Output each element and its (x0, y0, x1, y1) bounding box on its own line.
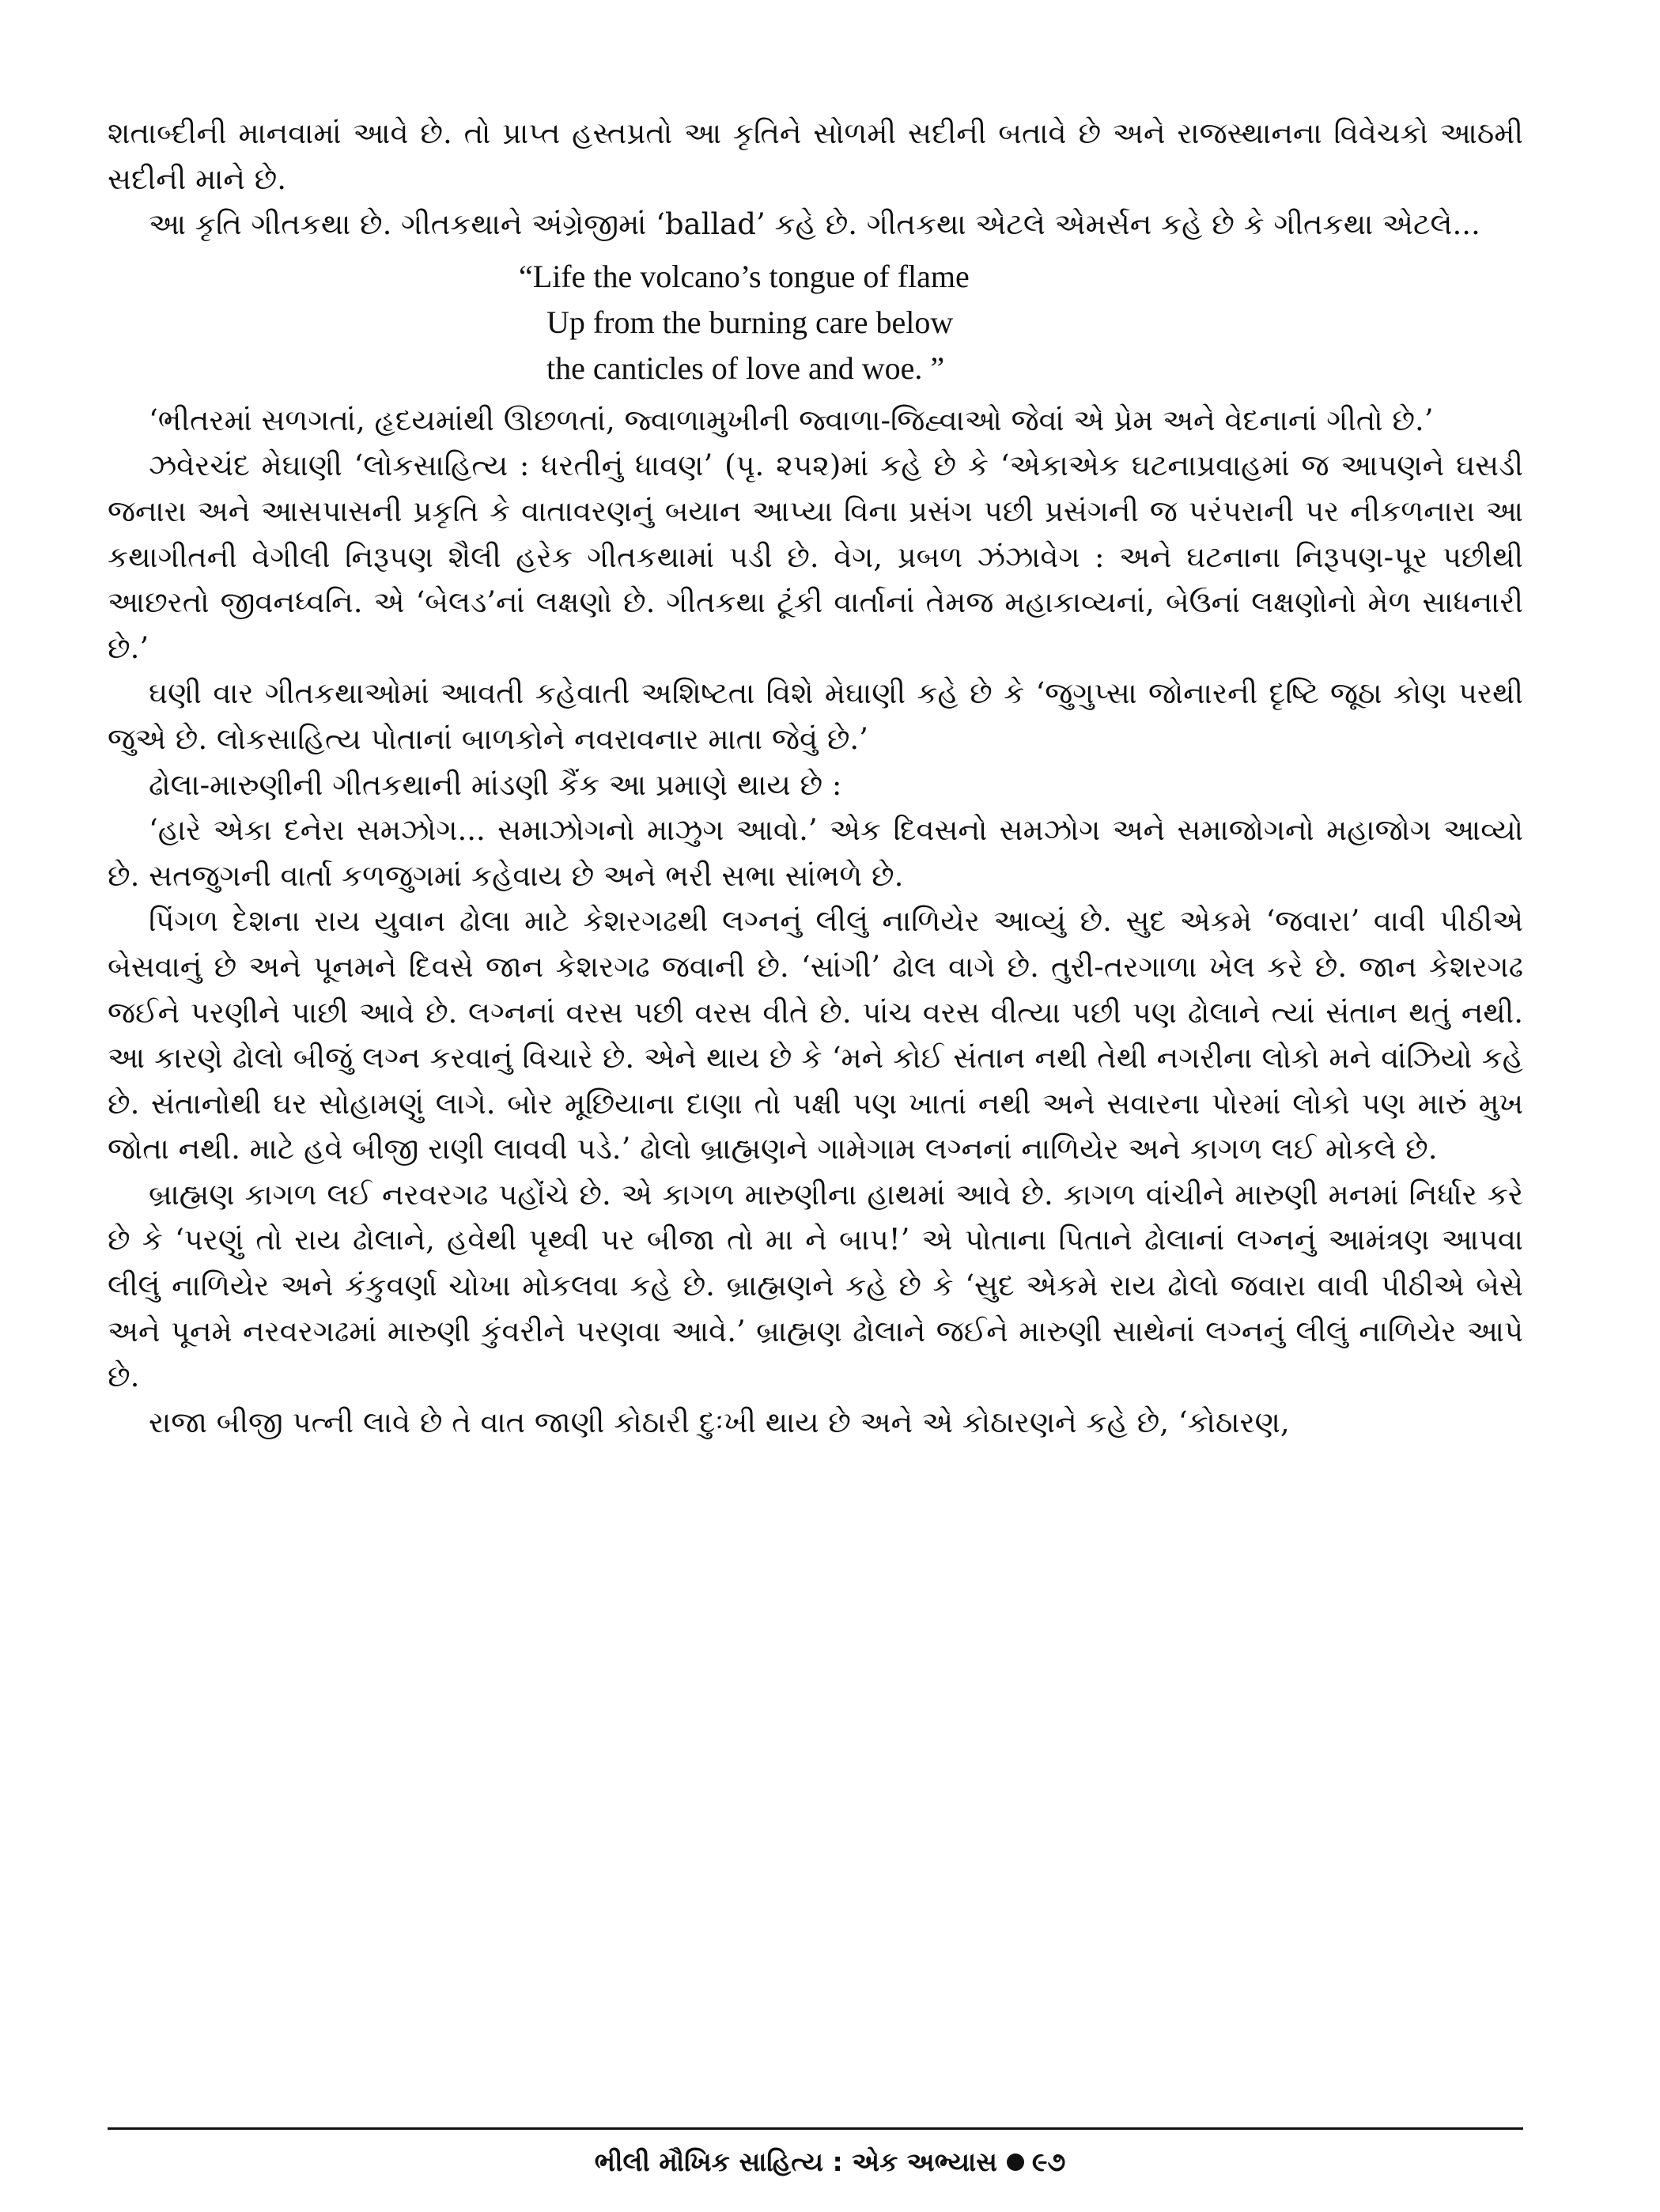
poem-line-2: Up from the burning care below (546, 304, 954, 340)
poem-line-1: “Life the volcano’s tongue of flame (519, 258, 970, 294)
poem-quote (108, 254, 1523, 391)
footer-book-title: ભીલી મૌખિક સાહિત્ય : એક અભ્યાસ (594, 2146, 997, 2177)
paragraph-kothari: રાજા બીજી પત્ની લાવે છે તે વાત જાણી કોઠારી દુઃખી થાય છે અને એ કોઠારણને કહે છે, ‘કોઠારણ, (149, 1405, 1290, 1439)
paragraph-brahman: બ્રાહ્મણ કાગળ લઈ નરવરગઢ પહોંચે છે. એ કાગળ મારુણીના હાથમાં આવે છે. કાગળ વાંચીને મારુણી મનમાં નિર્ધાર કરે છે કે ‘પરણું તો રાય ઢોલાને, હવેથી પૃથ્વી પર બીજા તો મા ને બાપ!’ એ પોતાના પિતાને ઢોલાનાં લગ્નનું આમંત્રણ આપવા લીલું નાળિયેર અને કંકુવર્ણા ચોખા મોકલવા કહે છે. બ્રાહ્મણને કહે છે કે ‘સુદ એકમે રાય ઢોલો જવારા વાવી પીઠીએ બેસે અને પૂનમે નરવરગઢમાં મારુણી કુંવરીને પરણવા આવે.’ બ્રાહ્મણ ઢોલાને જઈને મારુણી સાથેનાં લગ્નનું લીલું નાળિયેર આપે છે. (108, 1177, 1523, 1394)
paragraph-dhola-intro: ઢોલા-મારુણીની ગીતકથાની માંડણી કૈંક આ પ્રમાણે થાય છે : (149, 767, 842, 802)
footer-divider (108, 2127, 1523, 2130)
paragraph-pingal: પિંગળ દેશના રાય યુવાન ઢોલા માટે કેશરગઢથી લગ્નનું લીલું નાળિયેર આવ્યું છે. સુદ એકમે ‘જવારા’ વાવી પીઠીએ બેસવાનું છે અને પૂનમને દિવસે જાન કેશરગઢ જવાની છે. ‘સાંગી’ ઢોલ વાગે છે. તુરી-તરગાળા ખેલ કરે છે. જાન કેશરગઢ જઈને પરણીને પાછી આવે છે. લગ્નનાં વરસ પછી વરસ વીતે છે. પાંચ વરસ વીત્યા પછી પણ ઢોલાને ત્યાં સંતાન થતું નથી. આ કારણે ઢોલો બીજું લગ્ન કરવાનું વિચારે છે. એને થાય છે કે ‘મને કોઈ સંતાન નથી તેથી નગરીના લોકો મને વાંઝિયો કહે છે. સંતાનોથી ઘર સોહામણું લાગે. બોર મૂછિયાના દાણા તો પક્ષી પણ ખાતાં નથી અને સવારના પોરમાં લોકો પણ મારું મુખ જોતા નથી. માટે હવે બીજી રાણી લાવવી પડે.’ ઢોલો બ્રાહ્મણને ગામેગામ લગ્નનાં નાળિયેર અને કાગળ લઈ મોકલે છે. (108, 904, 1523, 1166)
paragraph-continuation: શતાબ્દીની માનવામાં આવે છે. તો પ્રાપ્ત હસ્તપ્રતો આ કૃતિને સોળમી સદીની બતાવે છે અને રાજસ્થાનના વિવેચકો આઠમી સદીની માને છે. (108, 116, 1523, 196)
paragraph-samjog: ‘હારે એકા દનેરા સમઝોગ... સમાઝોગનો માઝુગ આવો.’ એક દિવસનો સમઝોગ અને સમાજોગનો મહાજોગ આવ્યો છે. સતજુગની વાર્તા કળજુગમાં કહેવાય છે અને ભરી સભા સાંભળે છે. (108, 813, 1523, 893)
paragraph-obscenity: ઘણી વાર ગીતકથાઓમાં આવતી કહેવાતી અશિષ્ટતા વિશે મેઘાણી કહે છે કે ‘જુગુપ્સા જોનારની દૃષ્ટિ જૂઠા કોણ પરથી જુએ છે. લોકસાહિત્ય પોતાનાં બાળકોને નવરાવનાર માતા જેવું છે.’ (108, 676, 1523, 756)
paragraph-ballad-intro: આ કૃતિ ગીતકથા છે. ગીતકથાને અંગ્રેજીમાં ‘ballad’ કહે છે. ગીતકથા એટલે એમર્સન કહે છે કે ગીતકથા એટલે... (149, 207, 1480, 242)
page-footer (0, 2146, 1660, 2178)
body-text (108, 111, 1523, 1445)
paragraph-poem-translation: ‘ભીતરમાં સળગતાં, હૃદયમાંથી ઊછળતાં, જ્વાળામુખીની જ્વાળા-જિહ્વાઓ જેવાં એ પ્રેમ અને વેદનાનાં ગીતો છે.’ (149, 403, 1434, 437)
bullet-icon (1007, 2153, 1024, 2171)
poem-line-3: the canticles of love and woe. ” (546, 350, 945, 386)
paragraph-meghani-quote: ઝવેરચંદ મેઘાણી ‘લોકસાહિત્ય : ધરતીનું ધાવણ’ (પૃ. ૨૫૨)માં કહે છે કે ‘એકાએક ઘટનાપ્રવાહમાં જ આપણને ઘસડી જનારા અને આસપાસની પ્રકૃતિ કે વાતાવરણનું બયાન આપ્યા વિના પ્રસંગ પછી પ્રસંગની જ પરંપરાની પર નીકળનારા આ કથાગીતની વેગીલી નિરૂપણ શૈલી હરેક ગીતકથામાં પડી છે. વેગ, પ્રબળ ઝંઝાવેગ : અને ઘટનાના નિરૂપણ-પૂર પછીથી આછરતો જીવનધ્વનિ. એ ‘બેલડ’નાં લક્ષણો છે. ગીતકથા ટૂંકી વાર્તાનાં તેમજ મહાકાવ્યનાં, બેઉનાં લક્ષણોનો મેળ સાધનારી છે.’ (108, 448, 1523, 665)
page-number: ૯૭ (1031, 2146, 1066, 2177)
